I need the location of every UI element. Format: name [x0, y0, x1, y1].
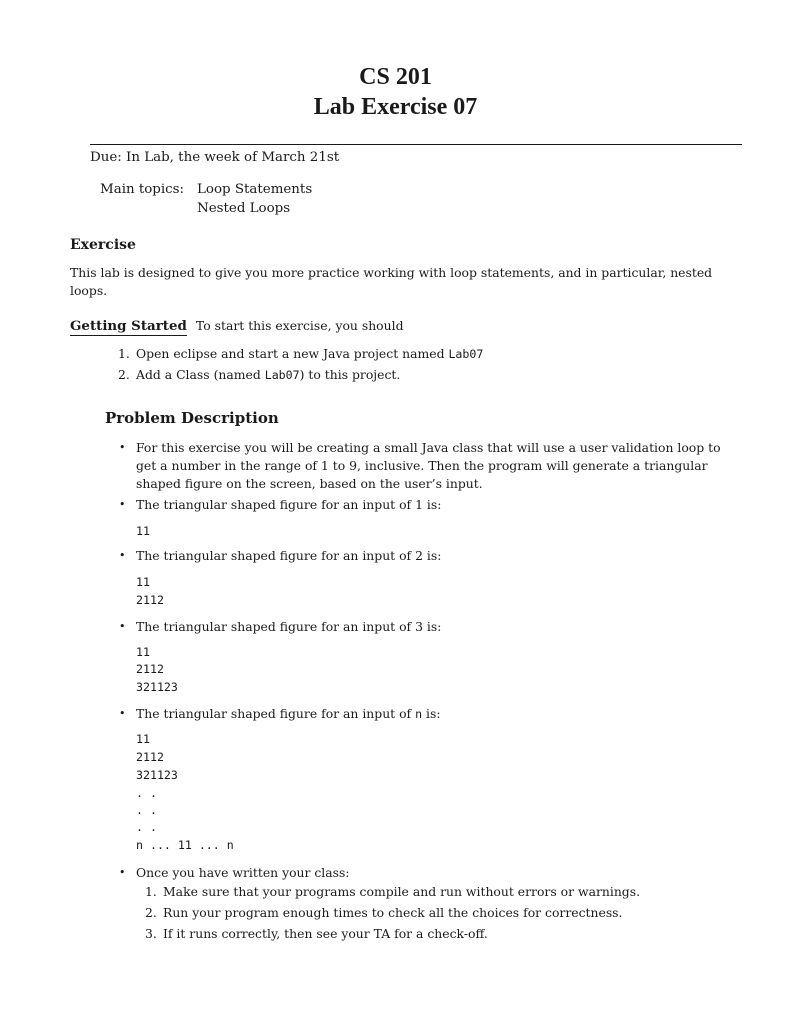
bullet-icon: •	[119, 549, 126, 562]
bullet-icon: •	[119, 707, 126, 720]
step-text	[136, 367, 400, 382]
bullet-text: shaped figure on the screen, based on the user’s input.	[136, 476, 483, 491]
figure-input-3-line: 321123	[136, 680, 178, 694]
final-step-number: 1.	[145, 884, 157, 899]
bullet-icon: •	[119, 441, 126, 454]
step-text-part: ) to this project.	[299, 367, 401, 382]
figure-input-n-line: 321123	[136, 768, 178, 782]
title-divider	[90, 144, 742, 145]
figure-input-3-line: 11	[136, 645, 150, 659]
getting-started-intro: To start this exercise, you should	[195, 318, 404, 333]
topic-item: Nested Loops	[197, 201, 291, 216]
bullet-icon: •	[119, 620, 126, 633]
figure-input-n-line: . .	[136, 820, 157, 834]
final-step-text: Make sure that your programs compile and run without errors or warnings.	[163, 884, 641, 899]
course-title: CS 201	[359, 64, 432, 90]
step-text	[136, 346, 483, 361]
step-text-part: Add a Class (named	[136, 367, 265, 382]
figure-input-n-line: . .	[136, 786, 157, 800]
problem-heading: Problem Description	[105, 409, 279, 427]
step-number: 2.	[118, 367, 130, 382]
getting-started-heading: Getting Started	[70, 318, 187, 334]
due-date: Due: In Lab, the week of March 21st	[90, 150, 340, 165]
figure-input-1: 11	[136, 524, 150, 538]
final-step-text: Run your program enough times to check all the choices for correctness.	[163, 905, 623, 920]
bullet-text-part: is:	[422, 706, 441, 721]
figure-input-2-line: 2112	[136, 593, 164, 607]
bullet-icon: •	[119, 866, 126, 879]
step-text-part: Open eclipse and start a new Java project named	[136, 346, 449, 361]
bullet-text: For this exercise you will be creating a small Java class that will use a user validation loop to	[136, 440, 721, 455]
bullet-text: Once you have written your class:	[136, 865, 350, 880]
final-step-number: 3.	[145, 926, 157, 941]
exercise-text: This lab is designed to give you more practice working with loop statements, and in particular, nested	[70, 265, 713, 280]
bullet-text: get a number in the range of 1 to 9, inclusive. Then the program will generate a triangular	[136, 458, 708, 473]
final-step-text: If it runs correctly, then see your TA for a check-off.	[163, 926, 488, 941]
topic-item: Loop Statements	[197, 182, 313, 197]
exercise-text: loops.	[70, 283, 108, 298]
bullet-icon: •	[119, 498, 126, 511]
bullet-text: The triangular shaped figure for an input of 1 is:	[136, 497, 442, 512]
exercise-heading: Exercise	[70, 237, 136, 253]
main-topics-label: Main topics:	[100, 182, 185, 197]
lab-title: Lab Exercise 07	[313, 94, 478, 120]
code-project-name: Lab07	[448, 347, 484, 361]
code-n: n	[415, 707, 423, 721]
bullet-text	[136, 706, 441, 721]
final-step-number: 2.	[145, 905, 157, 920]
bullet-text: The triangular shaped figure for an input of 3 is:	[136, 619, 442, 634]
figure-input-n-line: n ... 11 ... n	[136, 838, 234, 852]
figure-input-n-line: 2112	[136, 750, 164, 764]
figure-input-n-line: . .	[136, 803, 157, 817]
bullet-text-part: The triangular shaped figure for an input of	[136, 706, 416, 721]
step-number: 1.	[118, 346, 130, 361]
figure-input-3-line: 2112	[136, 662, 164, 676]
bullet-text: The triangular shaped figure for an input of 2 is:	[136, 548, 442, 563]
figure-input-2-line: 11	[136, 575, 150, 589]
code-class-name: Lab07	[264, 368, 300, 382]
getting-started-line	[70, 315, 404, 334]
figure-input-n-line: 11	[136, 732, 150, 746]
